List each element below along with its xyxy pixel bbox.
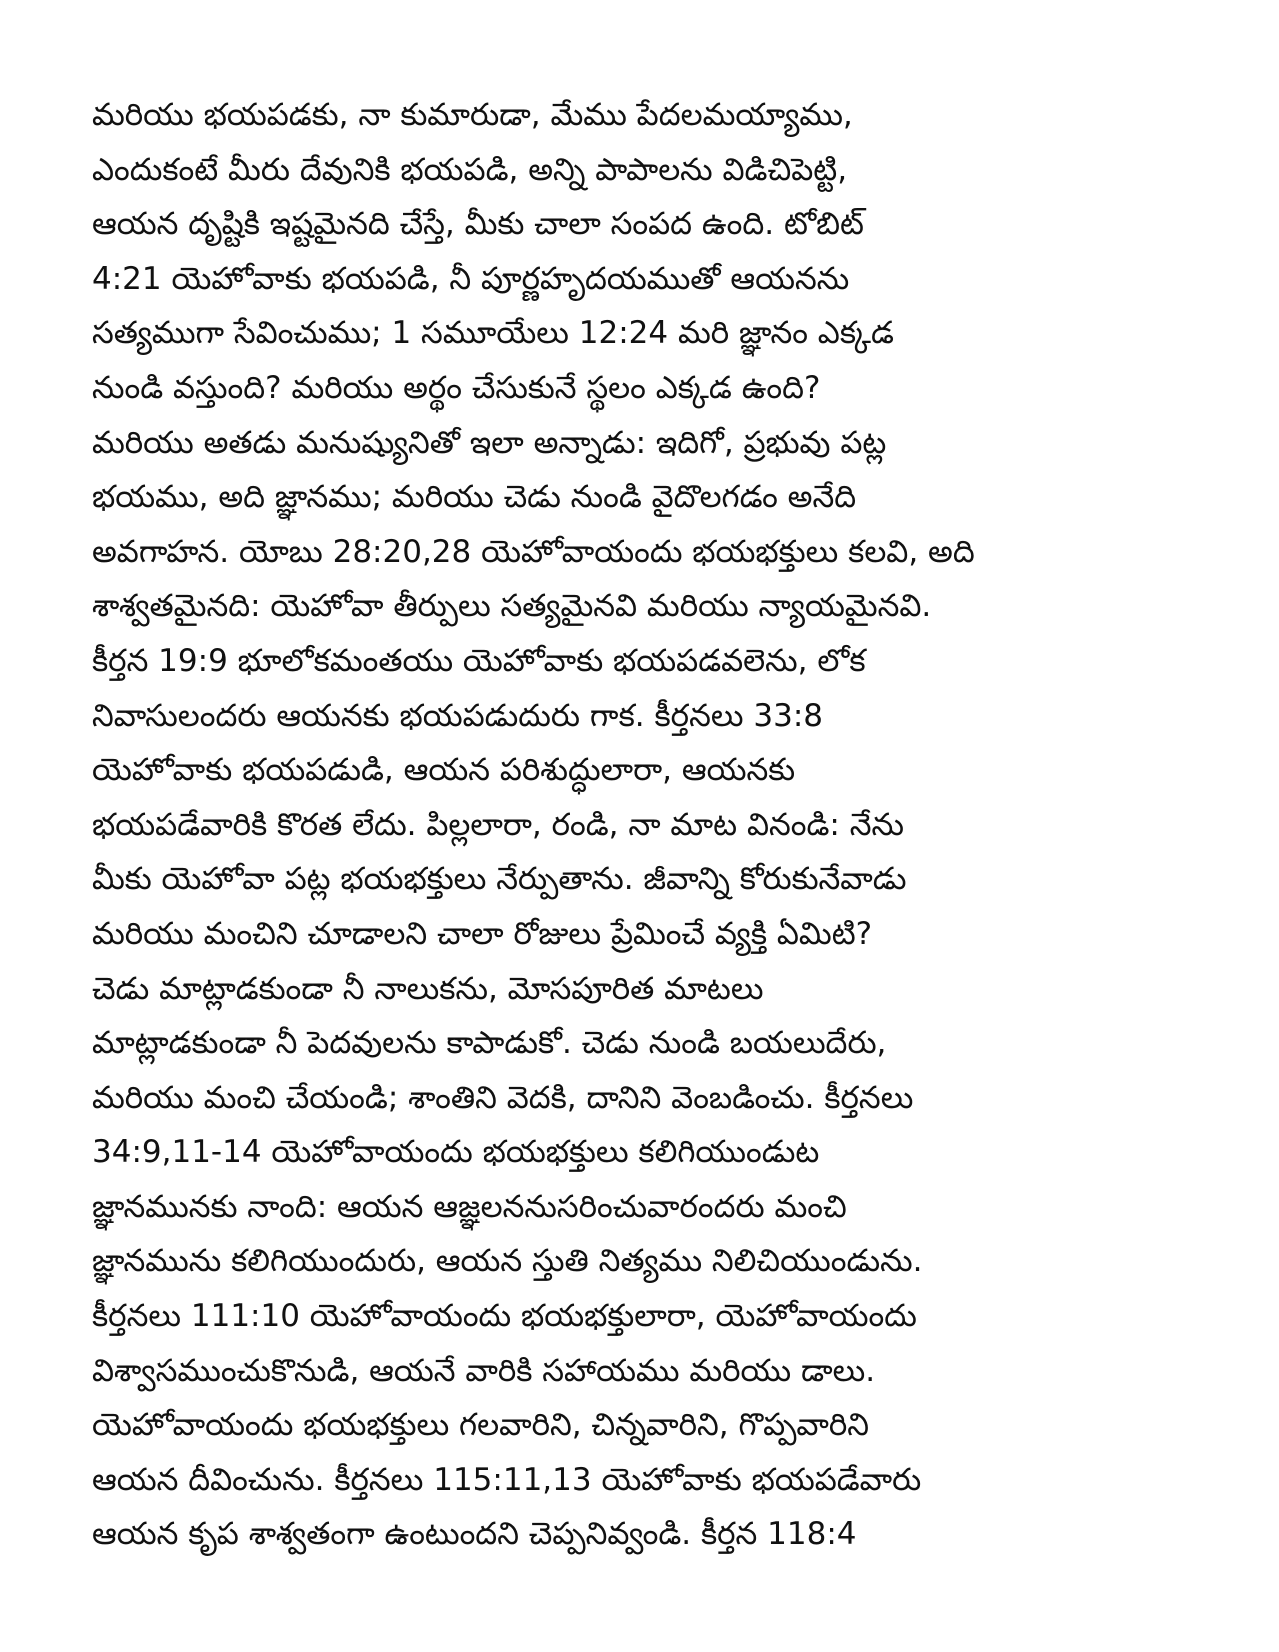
text-line-21: జ్ఞానమునకు నాంది: ఆయన ఆజ్ఞలననుసరించువారందరు మంచి bbox=[92, 1188, 847, 1225]
text-line-19: మరియు మంచి చేయండి; శాంతిని వెదకి, దానిని వెంబడించు. కీర్తనలు bbox=[92, 1079, 914, 1116]
text-line-13: యెహోవాకు భయపడుడి, ఆయన పరిశుద్ధులారా, ఆయనకు bbox=[92, 752, 796, 789]
text-line-6: నుండి వస్తుంది? మరియు అర్థం చేసుకునే స్థలం ఎక్కడ ఉంది? bbox=[92, 369, 821, 406]
text-line-22: జ్ఞానమును కలిగియుందురు, ఆయన స్తుతి నిత్యము నిలిచియుండును. bbox=[92, 1243, 923, 1280]
text-line-8: భయము, అది జ్ఞానము; మరియు చెడు నుండి వైదొలగడం అనేది bbox=[92, 479, 857, 516]
text-line-3: ఆయన దృష్టికి ఇష్టమైనది చేస్తే, మీకు చాలా సంపద ఉంది. టోబిట్ bbox=[92, 206, 864, 243]
text-line-26: ఆయన దీవించును. కీర్తనలు 115:11,13 యెహోవాకు భయపడేవారు bbox=[92, 1461, 922, 1498]
text-line-1: మరియు భయపడకు, నా కుమారుడా, మేము పేదలమయ్యాము, bbox=[92, 97, 853, 133]
text-line-16: మరియు మంచిని చూడాలని చాలా రోజులు ప్రేమించే వ్యక్తి ఏమిటి? bbox=[92, 915, 873, 952]
text-line-18: మాట్లాడకుండా నీ పెదవులను కాపాడుకో. చెడు నుండి బయలుదేరు, bbox=[92, 1025, 887, 1062]
text-line-7: మరియు అతడు మనుష్యునితో ఇలా అన్నాడు: ఇదిగో, ప్రభువు పట్ల bbox=[92, 424, 887, 461]
scripture-text bbox=[92, 88, 1202, 1562]
text-line-20: 34:9,11-14 యెహోవాయందు భయభక్తులు కలిగియుండుట bbox=[92, 1134, 820, 1171]
text-line-17: చెడు మాట్లాడకుండా నీ నాలుకను, మోసపూరిత మాటలు bbox=[92, 970, 764, 1007]
text-line-2: ఎందుకంటే మీరు దేవునికి భయపడి, అన్ని పాపాలను విడిచిపెట్టి, bbox=[92, 151, 848, 188]
text-line-23: కీర్తనలు 111:10 యెహోవాయందు భయభక్తులారా, యెహోవాయందు bbox=[92, 1298, 917, 1335]
text-line-15: మీకు యెహోవా పట్ల భయభక్తులు నేర్పుతాను. జీవాన్ని కోరుకునేవాడు bbox=[92, 861, 907, 898]
text-line-10: శాశ్వతమైనది: యెహోవా తీర్పులు సత్యమైనవి మరియు న్యాయమైనవి. bbox=[92, 588, 932, 625]
text-line-24: విశ్వాసముంచుకొనుడి, ఆయనే వారికి సహాయము మరియు డాలు. bbox=[92, 1352, 876, 1389]
text-line-27: ఆయన కృప శాశ్వతంగా ఉంటుందని చెప్పనివ్వండి. కీర్తన 118:4 bbox=[92, 1516, 857, 1553]
text-line-14: భయపడేవారికి కొరత లేదు. పిల్లలారా, రండి, నా మాట వినండి: నేను bbox=[92, 806, 904, 843]
text-line-12: నివాసులందరు ఆయనకు భయపడుదురు గాక. కీర్తనలు 33:8 bbox=[92, 697, 824, 734]
text-line-4: 4:21 యెహోవాకు భయపడి, నీ పూర్ణహృదయముతో ఆయనను bbox=[92, 260, 850, 297]
text-line-9: అవగాహన. యోబు 28:20,28 యెహోవాయందు భయభక్తులు కలవి, అది bbox=[92, 533, 975, 570]
text-line-11: కీర్తన 19:9 భూలోకమంతయు యెహోవాకు భయపడవలెను, లోక bbox=[92, 642, 866, 679]
text-line-25: యెహోవాయందు భయభక్తులు గలవారిని, చిన్నవారిని, గొప్పవారిని bbox=[92, 1407, 870, 1444]
text-line-5: సత్యముగా సేవించుము; 1 సమూయేలు 12:24 మరి జ్ఞానం ఎక్కడ bbox=[92, 315, 894, 352]
